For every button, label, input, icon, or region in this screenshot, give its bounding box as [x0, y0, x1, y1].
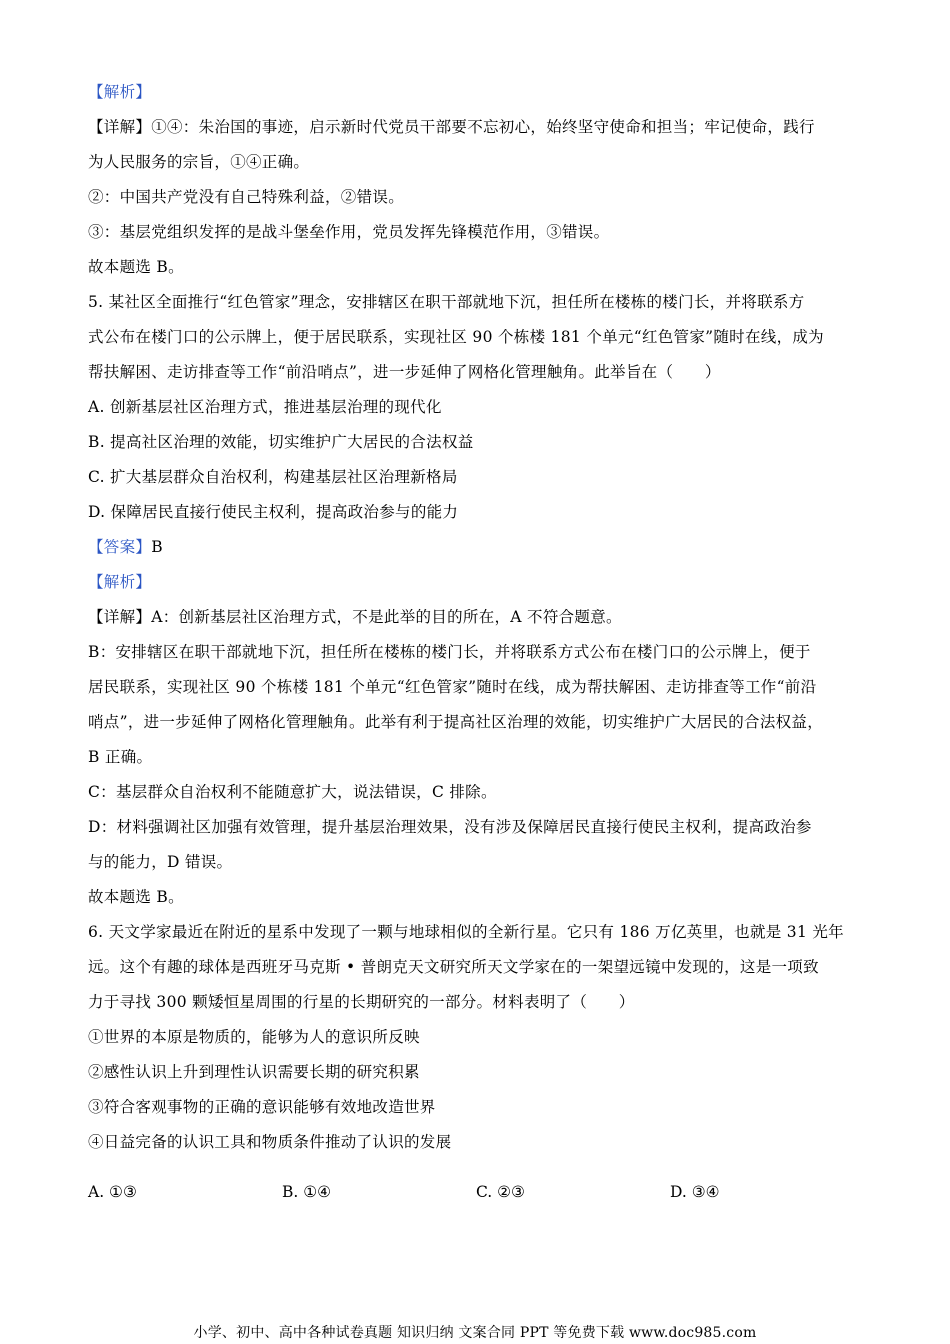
text-line: C. 扩大基层群众自治权利，构建基层社区治理新格局	[88, 468, 458, 486]
text-line: B：安排辖区在职干部就地下沉，担任所在楼栋的楼门长，并将联系方式公布在楼门口的公示牌上，便于	[88, 643, 811, 661]
text-line: 故本题选 B。	[88, 888, 184, 906]
text-line: 5. 某社区全面推行“红色管家”理念，安排辖区在职干部就地下沉，担任所在楼栋的楼门长，并将联系方	[88, 293, 805, 311]
text-line: ③：基层党组织发挥的是战斗堡垒作用，党员发挥先锋模范作用，③错误。	[88, 223, 610, 241]
text-line: 【解析】	[88, 573, 152, 591]
text-line: 居民联系，实现社区 90 个栋楼 181 个单元“红色管家”随时在线，成为帮扶解困、走访排查等工作“前沿	[88, 678, 817, 696]
text-line: 【详解】A：创新基层社区治理方式，不是此举的目的所在，A 不符合题意。	[88, 608, 622, 626]
text-line: 与的能力，D 错误。	[88, 853, 233, 871]
text-line: D：材料强调社区加强有效管理，提升基层治理效果，没有涉及保障居民直接行使民主权利，提高政治参	[88, 818, 812, 836]
answer-value: B	[151, 538, 163, 556]
text-line: B. 提高社区治理的效能，切实维护广大居民的合法权益	[88, 433, 474, 451]
text-line: 为人民服务的宗旨，①④正确。	[88, 153, 310, 171]
text-line: A. 创新基层社区治理方式，推进基层治理的现代化	[88, 398, 442, 416]
text-line: 哨点”，进一步延伸了网格化管理触角。此举有利于提高社区治理的效能，切实维护广大居民的合法权益，	[88, 713, 824, 731]
answer-label: 【答案】	[88, 538, 152, 556]
text-line: B 正确。	[88, 748, 153, 766]
text-line: ④日益完备的认识工具和物质条件推动了认识的发展	[88, 1133, 452, 1151]
text-line: 力于寻找 300 颗矮恒星周围的行星的长期研究的一部分。材料表明了（ ）	[88, 993, 635, 1011]
text-line: 远。这个有趣的球体是西班牙马克斯 • 普朗克天文研究所天文学家在的一架望远镜中发现的，这是一项致	[88, 958, 819, 976]
text-line: ②：中国共产党没有自己特殊利益，②错误。	[88, 188, 405, 206]
text-line: C：基层群众自治权利不能随意扩大，说法错误，C 排除。	[88, 783, 497, 801]
option-b: B. ①④	[282, 1183, 332, 1201]
option-d: D. ③④	[670, 1183, 720, 1201]
text-line: 【解析】	[88, 83, 152, 101]
text-line: 帮扶解困、走访排查等工作“前沿哨点”，进一步延伸了网格化管理触角。此举旨在（ ）	[88, 363, 721, 381]
page-footer: 小学、初中、高中各种试卷真题 知识归纳 文案合同 PPT 等免费下载 www.doc985.com	[193, 1325, 757, 1341]
text-line: D. 保障居民直接行使民主权利，提高政治参与的能力	[88, 503, 459, 521]
text-line	[88, 537, 163, 557]
text-line: 故本题选 B。	[88, 258, 184, 276]
text-line: ①世界的本原是物质的，能够为人的意识所反映	[88, 1028, 420, 1046]
text-line: ②感性认识上升到理性认识需要长期的研究积累	[88, 1063, 420, 1081]
text-line: 6. 天文学家最近在附近的星系中发现了一颗与地球相似的全新行星。它只有 186 万亿英里，也就是 31 光年	[88, 923, 844, 941]
option-c: C. ②③	[476, 1183, 525, 1201]
text-line: 【详解】①④：朱治国的事迹，启示新时代党员干部要不忘初心，始终坚守使命和担当；牢记使命，践行	[88, 118, 815, 136]
option-a: A. ①③	[88, 1183, 137, 1201]
text-line: ③符合客观事物的正确的意识能够有效地改造世界	[88, 1098, 436, 1116]
text-line: 式公布在楼门口的公示牌上，便于居民联系，实现社区 90 个栋楼 181 个单元“红色管家”随时在线，成为	[88, 328, 824, 346]
